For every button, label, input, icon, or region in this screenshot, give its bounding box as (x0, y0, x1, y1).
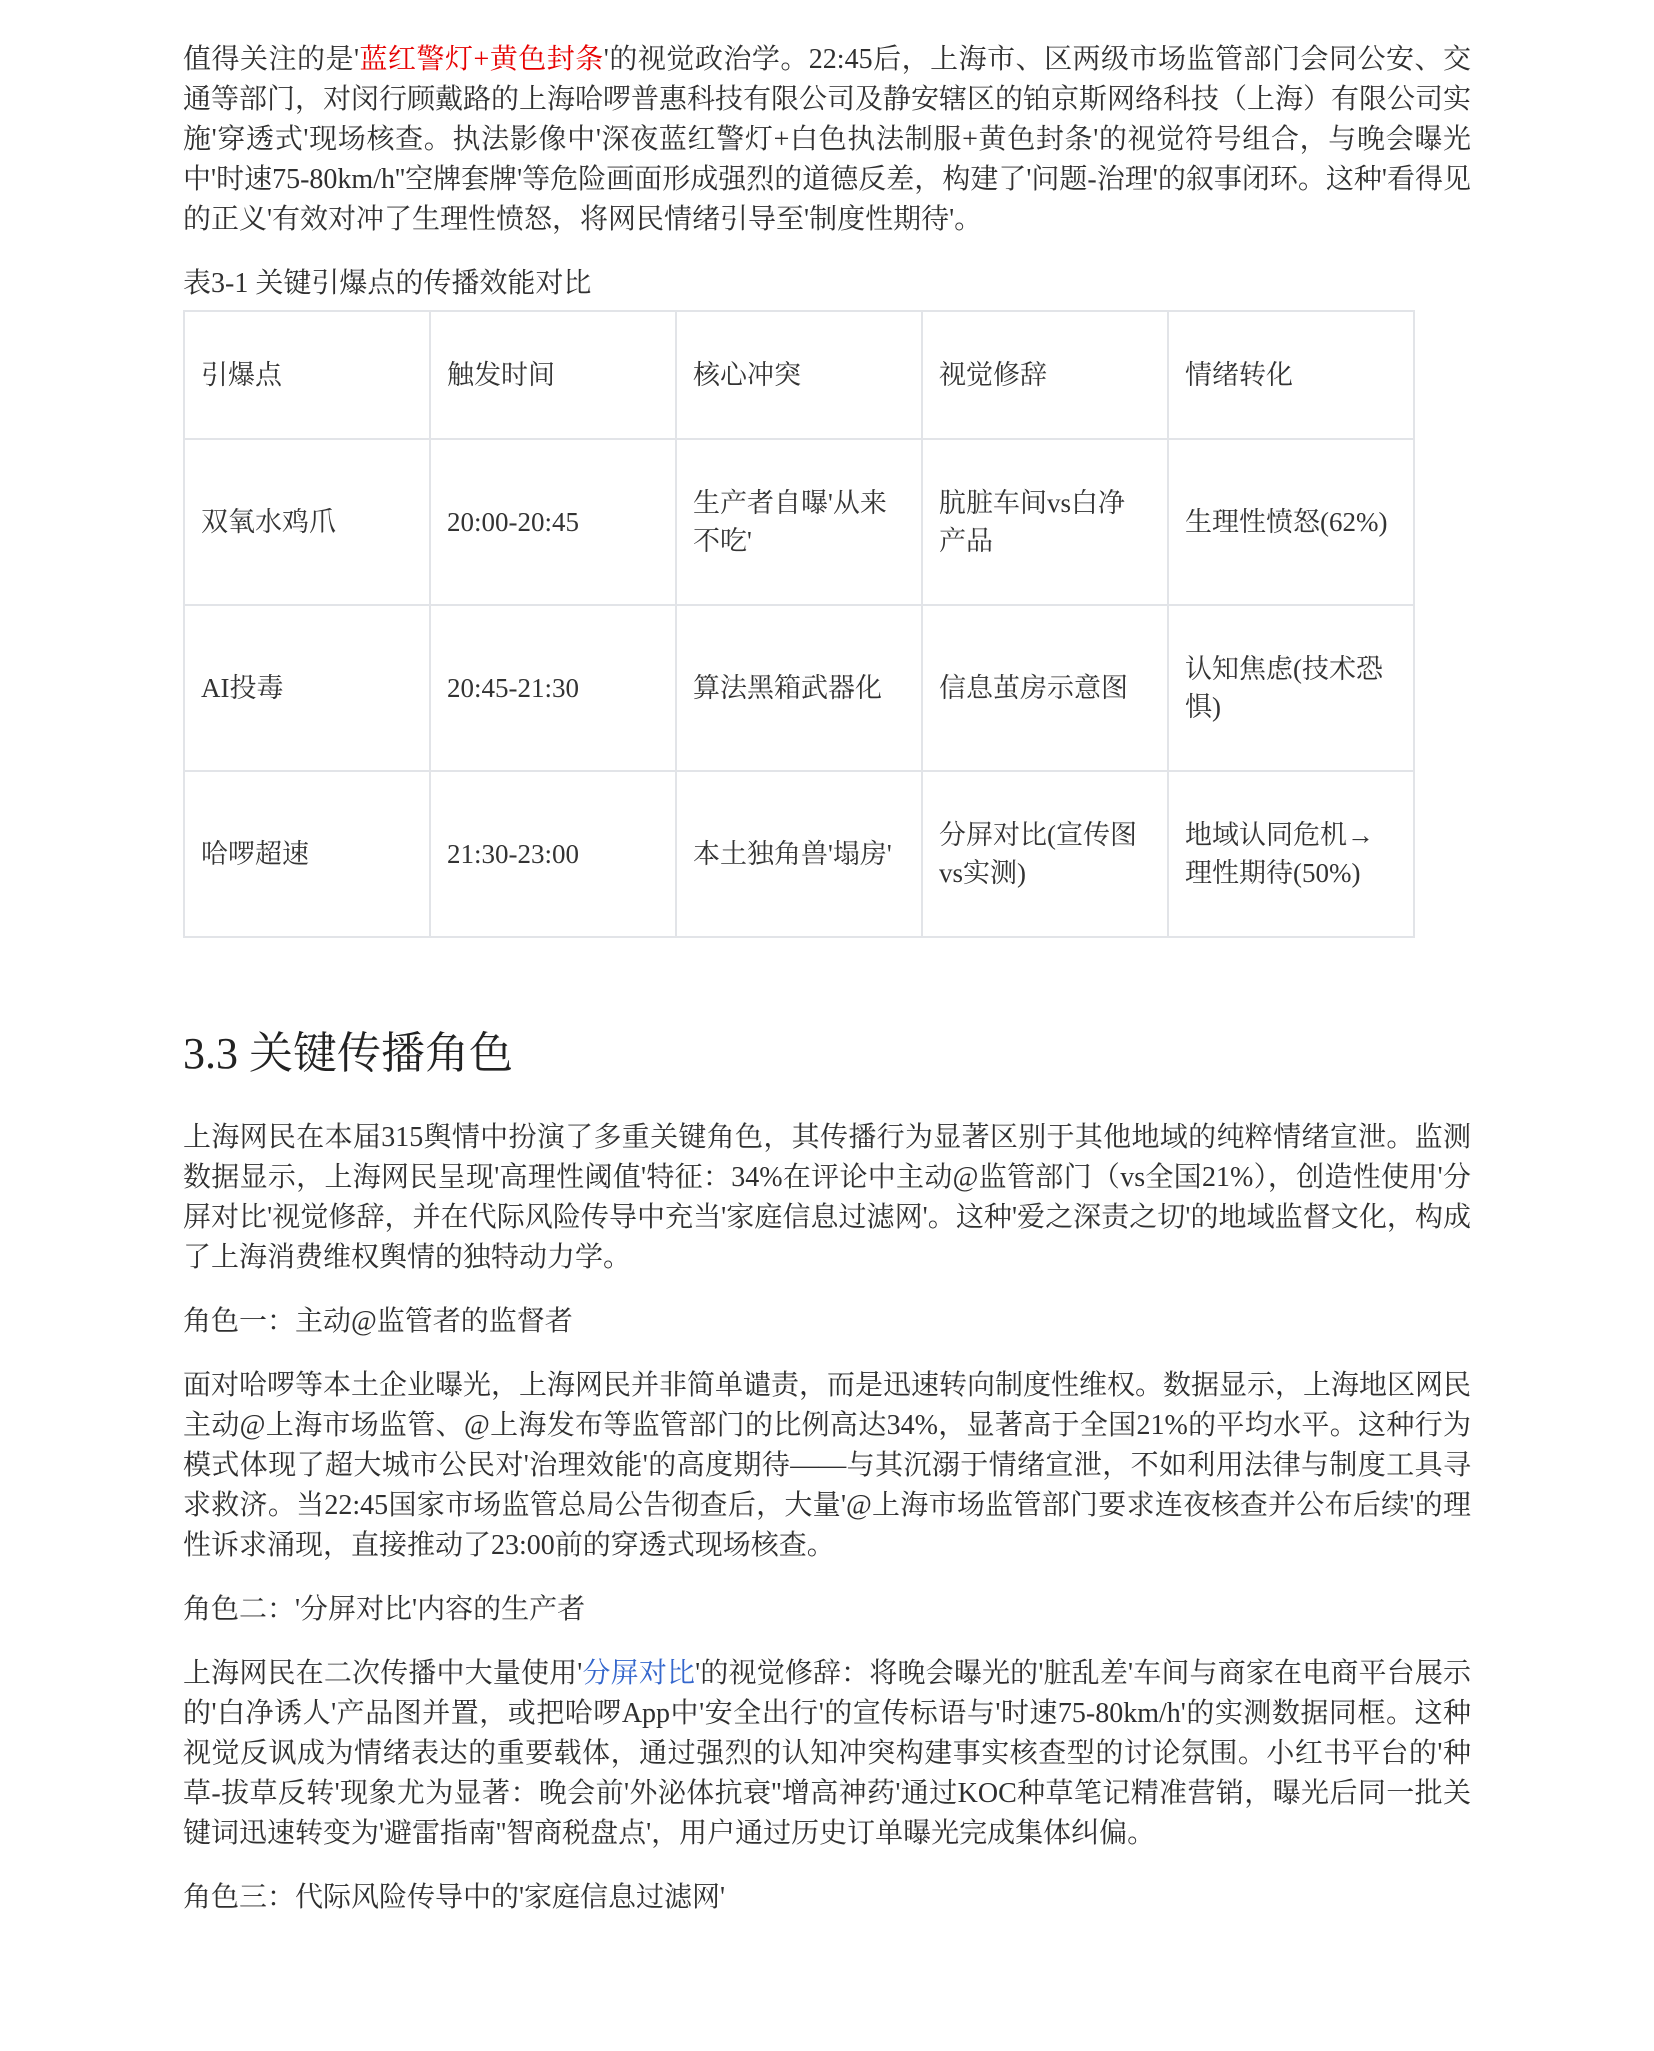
paragraph-visual-politics-pre: 值得关注的是' (183, 44, 360, 75)
section-heading-3-3: 3.3 关键传播角色 (183, 1029, 513, 1078)
table-cell: 生产者自曝'从来不吃' (676, 439, 922, 605)
table-row (184, 439, 1414, 605)
table-header-cell: 视觉修辞 (922, 311, 1168, 439)
table-row (184, 605, 1414, 771)
section-intro-paragraph: 上海网民在本届315舆情中扮演了多重关键角色，其传播行为显著区别于其他地域的纯粹情绪宣泄。监测数据显示，上海网民呈现'高理性阈值'特征：34%在评论中主动@监管部门（vs全国21%），创造性使用'分屏对比'视觉修辞，并在代际风险传导中充当'家庭信息过滤网'。这种'爱之深责之切'的地域监督文化，构成了上海消费维权舆情的独特动力学。 (183, 1122, 1471, 1273)
split-screen-comparison-link[interactable]: 分屏对比 (582, 1658, 696, 1689)
table-cell: 21:30-23:00 (430, 771, 676, 937)
table-header-cell: 触发时间 (430, 311, 676, 439)
table-cell: 本土独角兽'塌房' (676, 771, 922, 937)
table-cell: 生理性愤怒(62%) (1168, 439, 1414, 605)
table-cell: 地域认同危机→理性期待(50%) (1168, 771, 1414, 937)
table-header-cell: 引爆点 (184, 311, 430, 439)
table-cell: 信息茧房示意图 (922, 605, 1168, 771)
table-cell: 20:00-20:45 (430, 439, 676, 605)
role1-paragraph: 面对哈啰等本土企业曝光，上海网民并非简单谴责，而是迅速转向制度性维权。数据显示，上海地区网民主动@上海市场监管、@上海发布等监管部门的比例高达34%，显著高于全国21%的平均水平。这种行为模式体现了超大城市公民对'治理效能'的高度期待——与其沉溺于情绪宣泄，不如利用法律与制度工具寻求救济。当22:45国家市场监管总局公告彻查后，大量'@上海市场监管部门要求连夜核查并公布后续'的理性诉求涌现，直接推动了23:00前的穿透式现场核查。 (183, 1370, 1472, 1561)
table-cell: 算法黑箱武器化 (676, 605, 922, 771)
red-highlight-text: 蓝红警灯+黄色封条 (359, 44, 604, 75)
role2-heading: 角色二：'分屏对比'内容的生产者 (183, 1594, 586, 1625)
table-cell: 双氧水鸡爪 (184, 439, 430, 605)
table-cell: 20:45-21:30 (430, 605, 676, 771)
paragraph-visual-politics (183, 40, 1471, 240)
table-row (184, 771, 1414, 937)
table-cell: 哈啰超速 (184, 771, 430, 937)
role2-paragraph (183, 1654, 1471, 1854)
table-cell: 认知焦虑(技术恐惧) (1168, 605, 1414, 771)
role2-paragraph-post: '的视觉修辞：将晚会曝光的'脏乱差'车间与商家在电商平台展示的'白净诱人'产品图并置，或把哈啰App中'安全出行'的宣传标语与'时速75-80km/h'的实测数据同框。这种视觉反讽成为情绪表达的重要载体，通过强烈的认知冲突构建事实核查型的讨论氛围。小红书平台的'种草-拔草反转'现象尤为显著：晚会前'外泌体抗衰''增高神药'通过KOC种草笔记精准营销，曝光后同一批关键词迅速转变为'避雷指南''智商税盘点'，用户通过历史订单曝光完成集体纠偏。 (183, 1658, 1472, 1849)
table-cell: 肮脏车间vs白净产品 (922, 439, 1168, 605)
role2-paragraph-pre: 上海网民在二次传播中大量使用' (183, 1658, 583, 1689)
table-cell: 分屏对比(宣传图vs实测) (922, 771, 1168, 937)
table-cell: AI投毒 (184, 605, 430, 771)
paragraph-visual-politics-post: '的视觉政治学。22:45后，上海市、区两级市场监管部门会同公安、交通等部门，对闵行顾戴路的上海哈啰普惠科技有限公司及静安辖区的铂京斯网络科技（上海）有限公司实施'穿透式'现场核查。执法影像中'深夜蓝红警灯+白色执法制服+黄色封条'的视觉符号组合，与晚会曝光中'时速75-80km/h''空牌套牌'等危险画面形成强烈的道德反差，构建了'问题-治理'的叙事闭环。这种'看得见的正义'有效对冲了生理性愤怒，将网民情绪引导至'制度性期待'。 (183, 44, 1472, 235)
table-header-cell: 情绪转化 (1168, 311, 1414, 439)
table-header-row (184, 311, 1414, 439)
table-caption: 表3-1 关键引爆点的传播效能对比 (183, 268, 592, 299)
role1-heading: 角色一：主动@监管者的监督者 (183, 1306, 573, 1337)
table-header-cell: 核心冲突 (676, 311, 922, 439)
role3-heading: 角色三：代际风险传导中的'家庭信息过滤网' (183, 1882, 726, 1913)
table-3-1 (183, 310, 1415, 938)
